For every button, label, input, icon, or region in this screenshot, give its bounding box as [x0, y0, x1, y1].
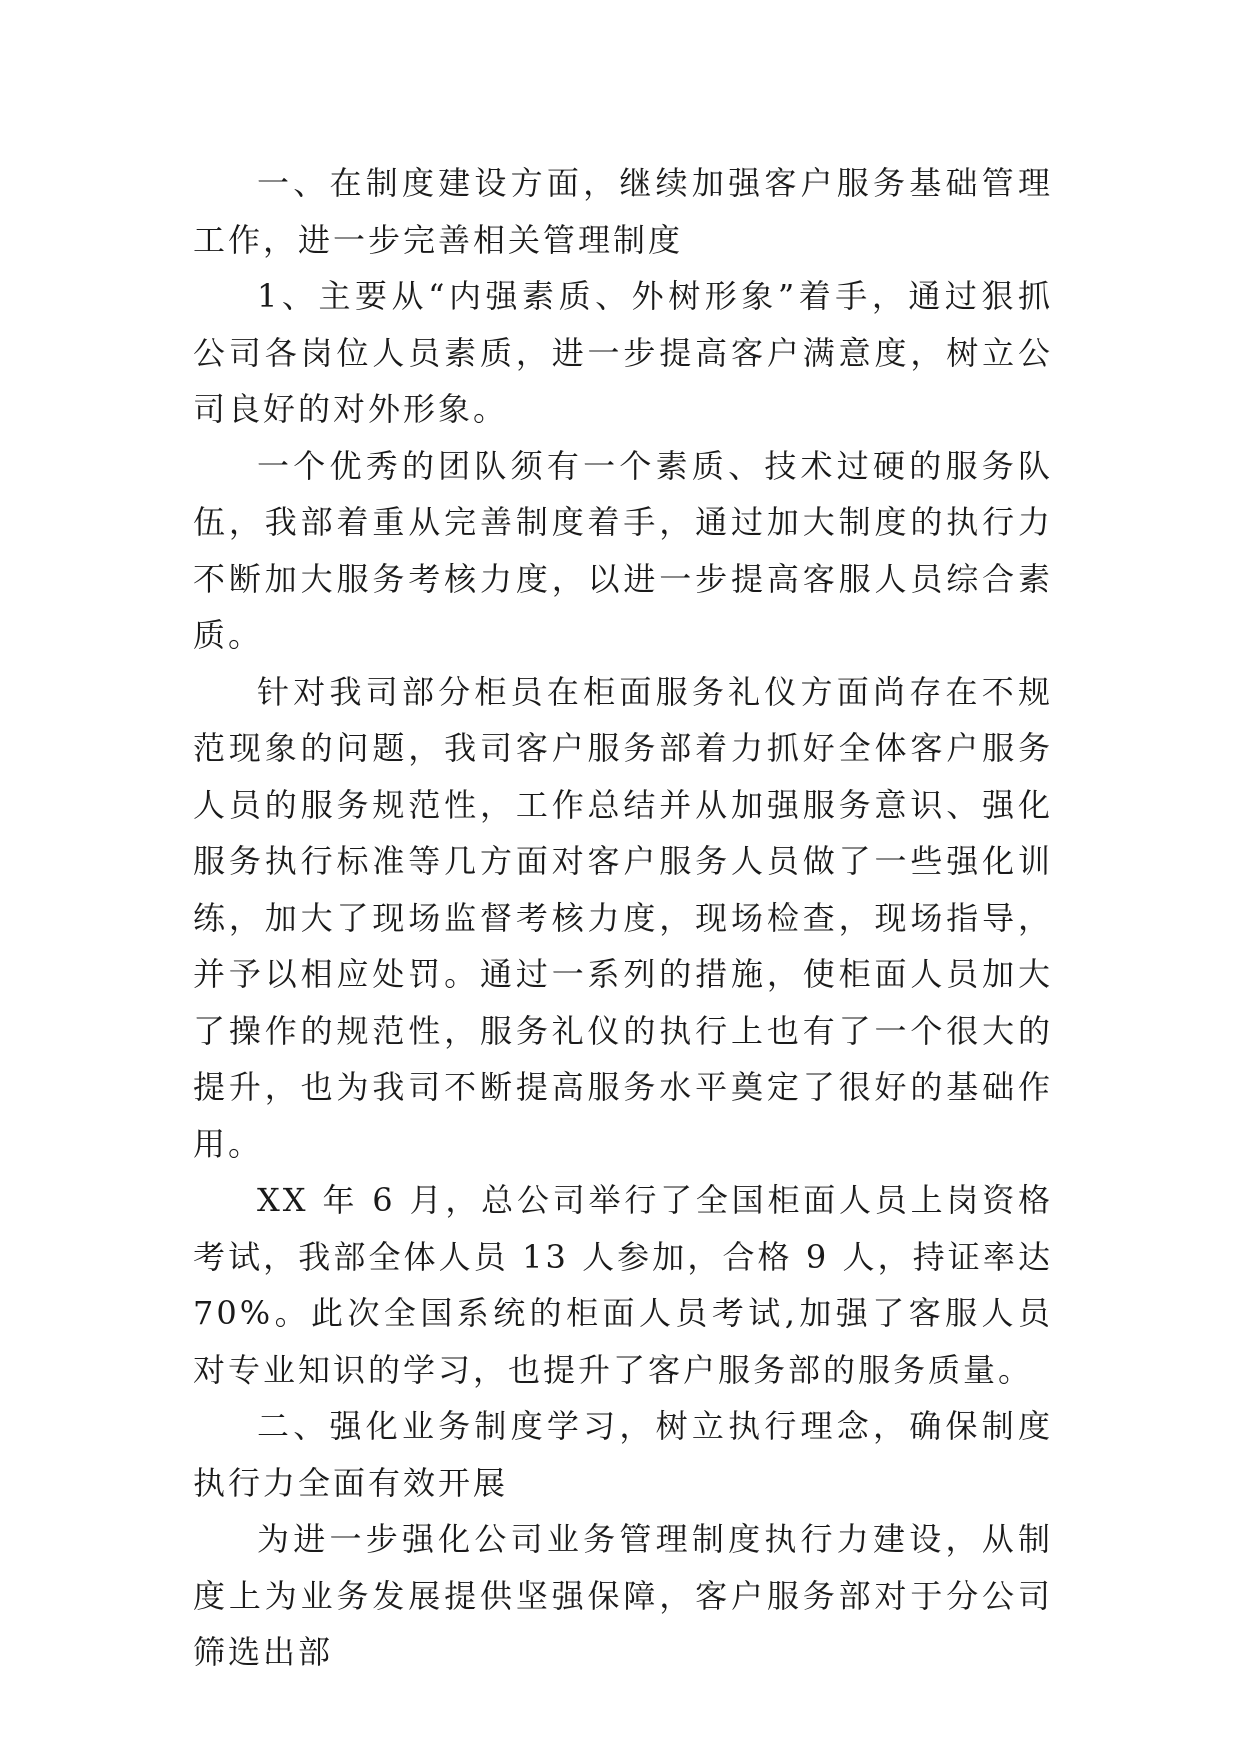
- paragraph-service-etiquette: 针对我司部分柜员在柜面服务礼仪方面尚存在不规范现象的问题，我司客户服务部着力抓好全体客户服务人员的服务规范性，工作总结并从加强服务意识、强化服务执行标准等几方面对客户服务人员做了一些强化训练，加大了现场监督考核力度，现场检查，现场指导，并予以相应处罚。通过一系列的措施，使柜面人员加大了操作的规范性，服务礼仪的执行上也有了一个很大的提升，也为我司不断提高服务水平奠定了很好的基础作用。: [193, 672, 1053, 1163]
- paragraph-qualification-exam: XX 年 6 月，总公司举行了全国柜面人员上岗资格考试，我部全体人员 13 人参加，合格 9 人，持证率达 70%。此次全国系统的柜面人员考试,加强了客服人员对专业知识的学习，也提升了客户服务部的服务质量。: [193, 1181, 1053, 1389]
- paragraph-team-quality: 一个优秀的团队须有一个素质、技术过硬的服务队伍，我部着重从完善制度着手，通过加大制度的执行力不断加大服务考核力度，以进一步提高客服人员综合素质。: [193, 446, 1053, 654]
- paragraph-item-one: 1、主要从“内强素质、外树形象”着手，通过狠抓公司各岗位人员素质，进一步提高客户满意度，树立公司良好的对外形象。: [193, 277, 1053, 428]
- paragraph-execution-building: 为进一步强化公司业务管理制度执行力建设，从制度上为业务发展提供坚强保障，客户服务部对于分公司筛选出部: [193, 1520, 1053, 1671]
- paragraph-section-two-heading: 二、强化业务制度学习，树立执行理念，确保制度执行力全面有效开展: [193, 1407, 1053, 1502]
- paragraph-section-one-heading: 一、在制度建设方面，继续加强客户服务基础管理工作，进一步完善相关管理制度: [193, 164, 1053, 259]
- document-body: [193, 155, 1053, 1681]
